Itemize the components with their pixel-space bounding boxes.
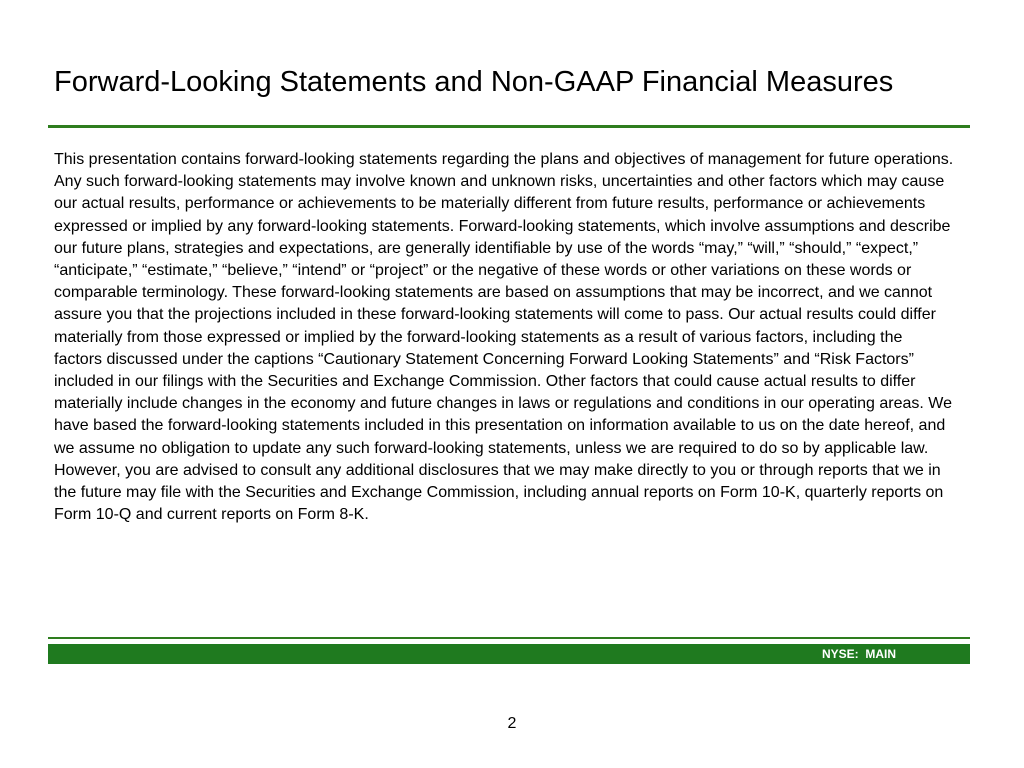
slide-title: Forward-Looking Statements and Non-GAAP Financial Measures: [54, 66, 894, 98]
footer-divider: [48, 637, 970, 639]
stock-ticker-label: NYSE: MAIN: [821, 647, 896, 661]
page-number: 2: [507, 715, 517, 732]
footer-band: [48, 644, 970, 664]
forward-looking-statement-text: This presentation contains forward-looking statements regarding the plans and objectives of management for future operations. Any such forward-looking statements may involve known and unknown risks, uncertainties and other factors which may cause our actual results, performance or achievements to be materially different from future results, performance or achievements expressed or implied by any forward-looking statements. Forward-looking statements, which involve assumptions and describe our future plans, strategies and expectations, are generally identifiable by use of the words “may,” “will,” “should,” “expect,” “anticipate,” “estimate,” “believe,” “intend” or “project” or the negative of these words or other variations on these words or comparable terminology. These forward-looking statements are based on assumptions that may be incorrect, and we cannot assure you that the projections included in these forward-looking statements will come to pass. Our actual results could differ materially from those expressed or implied by the forward-looking statements as a result of various factors, including the factors discussed under the captions “Cautionary Statement Concerning Forward Looking Statements” and “Risk Factors” included in our filings with the Securities and Exchange Commission. Other factors that could cause actual results to differ materially include changes in the economy and future changes in laws or regulations and conditions in our operating areas. We have based the forward-looking statements included in this presentation on information available to us on the date hereof, and we assume no obligation to update any such forward-looking statements, unless we are required to do so by applicable law. However, you are advised to consult any additional disclosures that we may make directly to you or through reports that we in the future may file with the Securities and Exchange Commission, including annual reports on Form 10-K, quarterly reports on Form 10-Q and current reports on Form 8-K.: [54, 151, 954, 524]
title-divider: [48, 125, 970, 128]
